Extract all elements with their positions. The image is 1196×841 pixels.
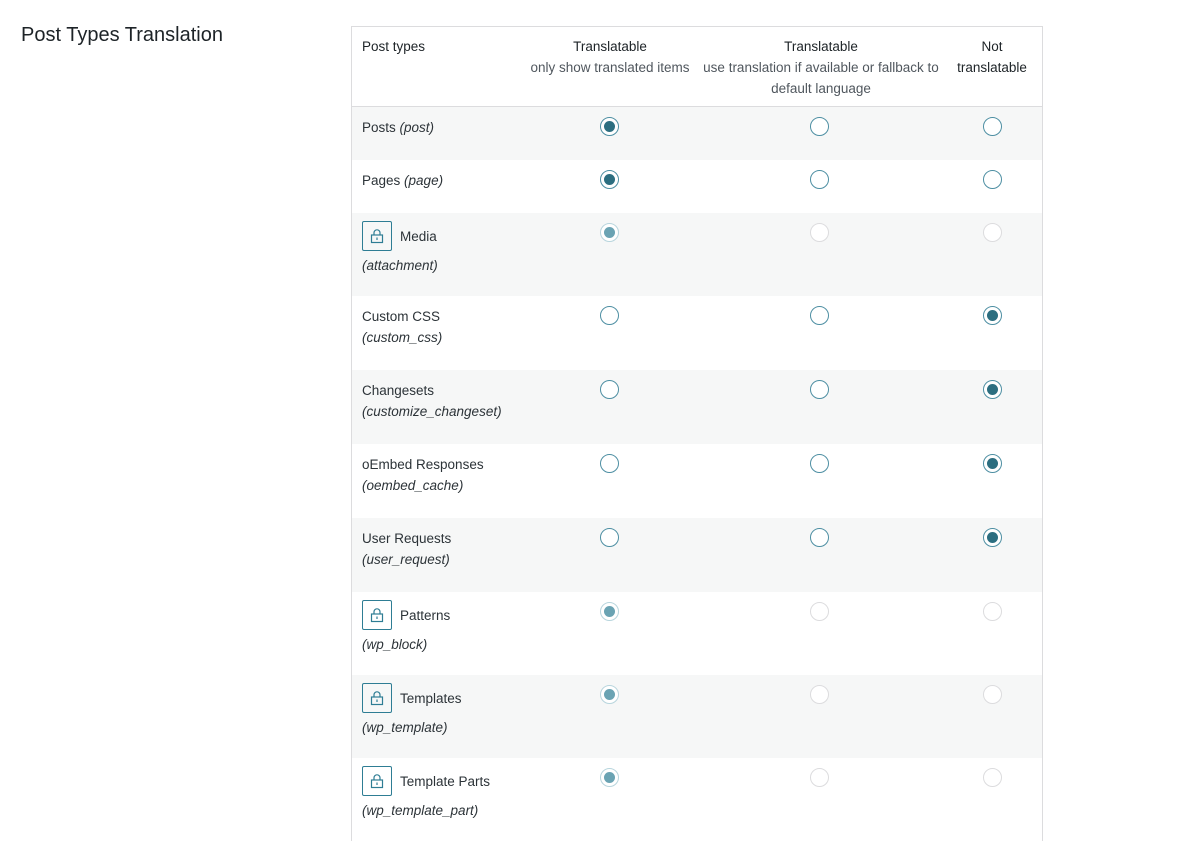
row-slug: (wp_block) bbox=[362, 637, 428, 652]
row-name: Pages bbox=[362, 173, 401, 188]
header-translatable-fallback bbox=[701, 36, 941, 99]
row-label bbox=[362, 306, 442, 348]
header-col1-desc: only show translated items bbox=[530, 60, 690, 75]
radio-translatable-only bbox=[600, 602, 619, 621]
table-row bbox=[352, 213, 1042, 296]
radio-not-translatable bbox=[983, 768, 1002, 787]
radio-not-translatable[interactable] bbox=[983, 528, 1002, 547]
header-post-types: Post types bbox=[362, 39, 426, 54]
section-title: Post Types Translation bbox=[21, 24, 223, 46]
radio-not-translatable[interactable] bbox=[983, 170, 1002, 189]
row-label bbox=[362, 766, 490, 821]
radio-translatable-fallback bbox=[810, 223, 829, 242]
table-row bbox=[352, 518, 1042, 592]
lock-icon[interactable] bbox=[362, 766, 392, 796]
row-slug: (page) bbox=[404, 173, 444, 188]
radio-translatable-fallback[interactable] bbox=[810, 170, 829, 189]
table-row bbox=[352, 758, 1042, 841]
table-row bbox=[352, 160, 1042, 213]
header-col2-desc: use translation if available or fallback to default language bbox=[703, 60, 939, 96]
table-row bbox=[352, 444, 1042, 518]
row-slug: (wp_template_part) bbox=[362, 803, 479, 818]
table-body bbox=[352, 107, 1042, 841]
row-label bbox=[362, 454, 484, 496]
radio-translatable-fallback bbox=[810, 602, 829, 621]
radio-not-translatable[interactable] bbox=[983, 117, 1002, 136]
row-slug: (custom_css) bbox=[362, 330, 443, 345]
radio-translatable-fallback[interactable] bbox=[810, 528, 829, 547]
row-label bbox=[362, 600, 450, 655]
radio-not-translatable bbox=[983, 602, 1002, 621]
lock-icon[interactable] bbox=[362, 221, 392, 251]
radio-translatable-fallback bbox=[810, 768, 829, 787]
radio-translatable-only[interactable] bbox=[600, 117, 619, 136]
header-col2-title: Translatable bbox=[784, 39, 858, 54]
row-slug: (oembed_cache) bbox=[362, 478, 464, 493]
table-row bbox=[352, 592, 1042, 675]
row-name: oEmbed Responses bbox=[362, 457, 484, 472]
radio-translatable-only bbox=[600, 223, 619, 242]
radio-not-translatable[interactable] bbox=[983, 454, 1002, 473]
row-label bbox=[362, 683, 462, 738]
radio-translatable-fallback[interactable] bbox=[810, 454, 829, 473]
row-label bbox=[362, 170, 443, 191]
row-name: Patterns bbox=[400, 607, 451, 623]
radio-not-translatable[interactable] bbox=[983, 306, 1002, 325]
row-slug: (post) bbox=[399, 120, 435, 135]
row-label bbox=[362, 117, 434, 138]
row-label bbox=[362, 221, 438, 276]
table-row bbox=[352, 107, 1042, 160]
radio-translatable-fallback[interactable] bbox=[810, 306, 829, 325]
lock-icon[interactable] bbox=[362, 683, 392, 713]
table-row bbox=[352, 296, 1042, 370]
lock-icon[interactable] bbox=[362, 600, 392, 630]
post-types-table bbox=[351, 26, 1043, 841]
row-name: Media bbox=[400, 228, 437, 244]
radio-translatable-only[interactable] bbox=[600, 454, 619, 473]
row-label bbox=[362, 528, 451, 570]
row-slug: (wp_template) bbox=[362, 720, 448, 735]
radio-translatable-only[interactable] bbox=[600, 380, 619, 399]
row-name: Templates bbox=[400, 690, 462, 706]
radio-translatable-fallback bbox=[810, 685, 829, 704]
row-slug: (attachment) bbox=[362, 258, 438, 273]
radio-translatable-only bbox=[600, 685, 619, 704]
radio-not-translatable[interactable] bbox=[983, 380, 1002, 399]
radio-translatable-fallback[interactable] bbox=[810, 380, 829, 399]
row-name: Template Parts bbox=[400, 773, 491, 789]
row-slug: (user_request) bbox=[362, 552, 450, 567]
radio-translatable-fallback[interactable] bbox=[810, 117, 829, 136]
radio-translatable-only[interactable] bbox=[600, 170, 619, 189]
row-name: User Requests bbox=[362, 531, 452, 546]
radio-not-translatable bbox=[983, 223, 1002, 242]
radio-not-translatable bbox=[983, 685, 1002, 704]
radio-translatable-only[interactable] bbox=[600, 528, 619, 547]
header-not-translatable: Not translatable bbox=[957, 39, 1027, 75]
row-name: Custom CSS bbox=[362, 309, 441, 324]
radio-translatable-only[interactable] bbox=[600, 306, 619, 325]
row-slug: (customize_changeset) bbox=[362, 404, 502, 419]
table-row bbox=[352, 370, 1042, 444]
table-header bbox=[352, 27, 1042, 107]
row-label bbox=[362, 380, 502, 422]
radio-translatable-only bbox=[600, 768, 619, 787]
row-name: Posts bbox=[362, 120, 396, 135]
header-col1-title: Translatable bbox=[573, 39, 647, 54]
row-name: Changesets bbox=[362, 383, 435, 398]
header-translatable-only bbox=[526, 36, 694, 78]
table-row bbox=[352, 675, 1042, 758]
